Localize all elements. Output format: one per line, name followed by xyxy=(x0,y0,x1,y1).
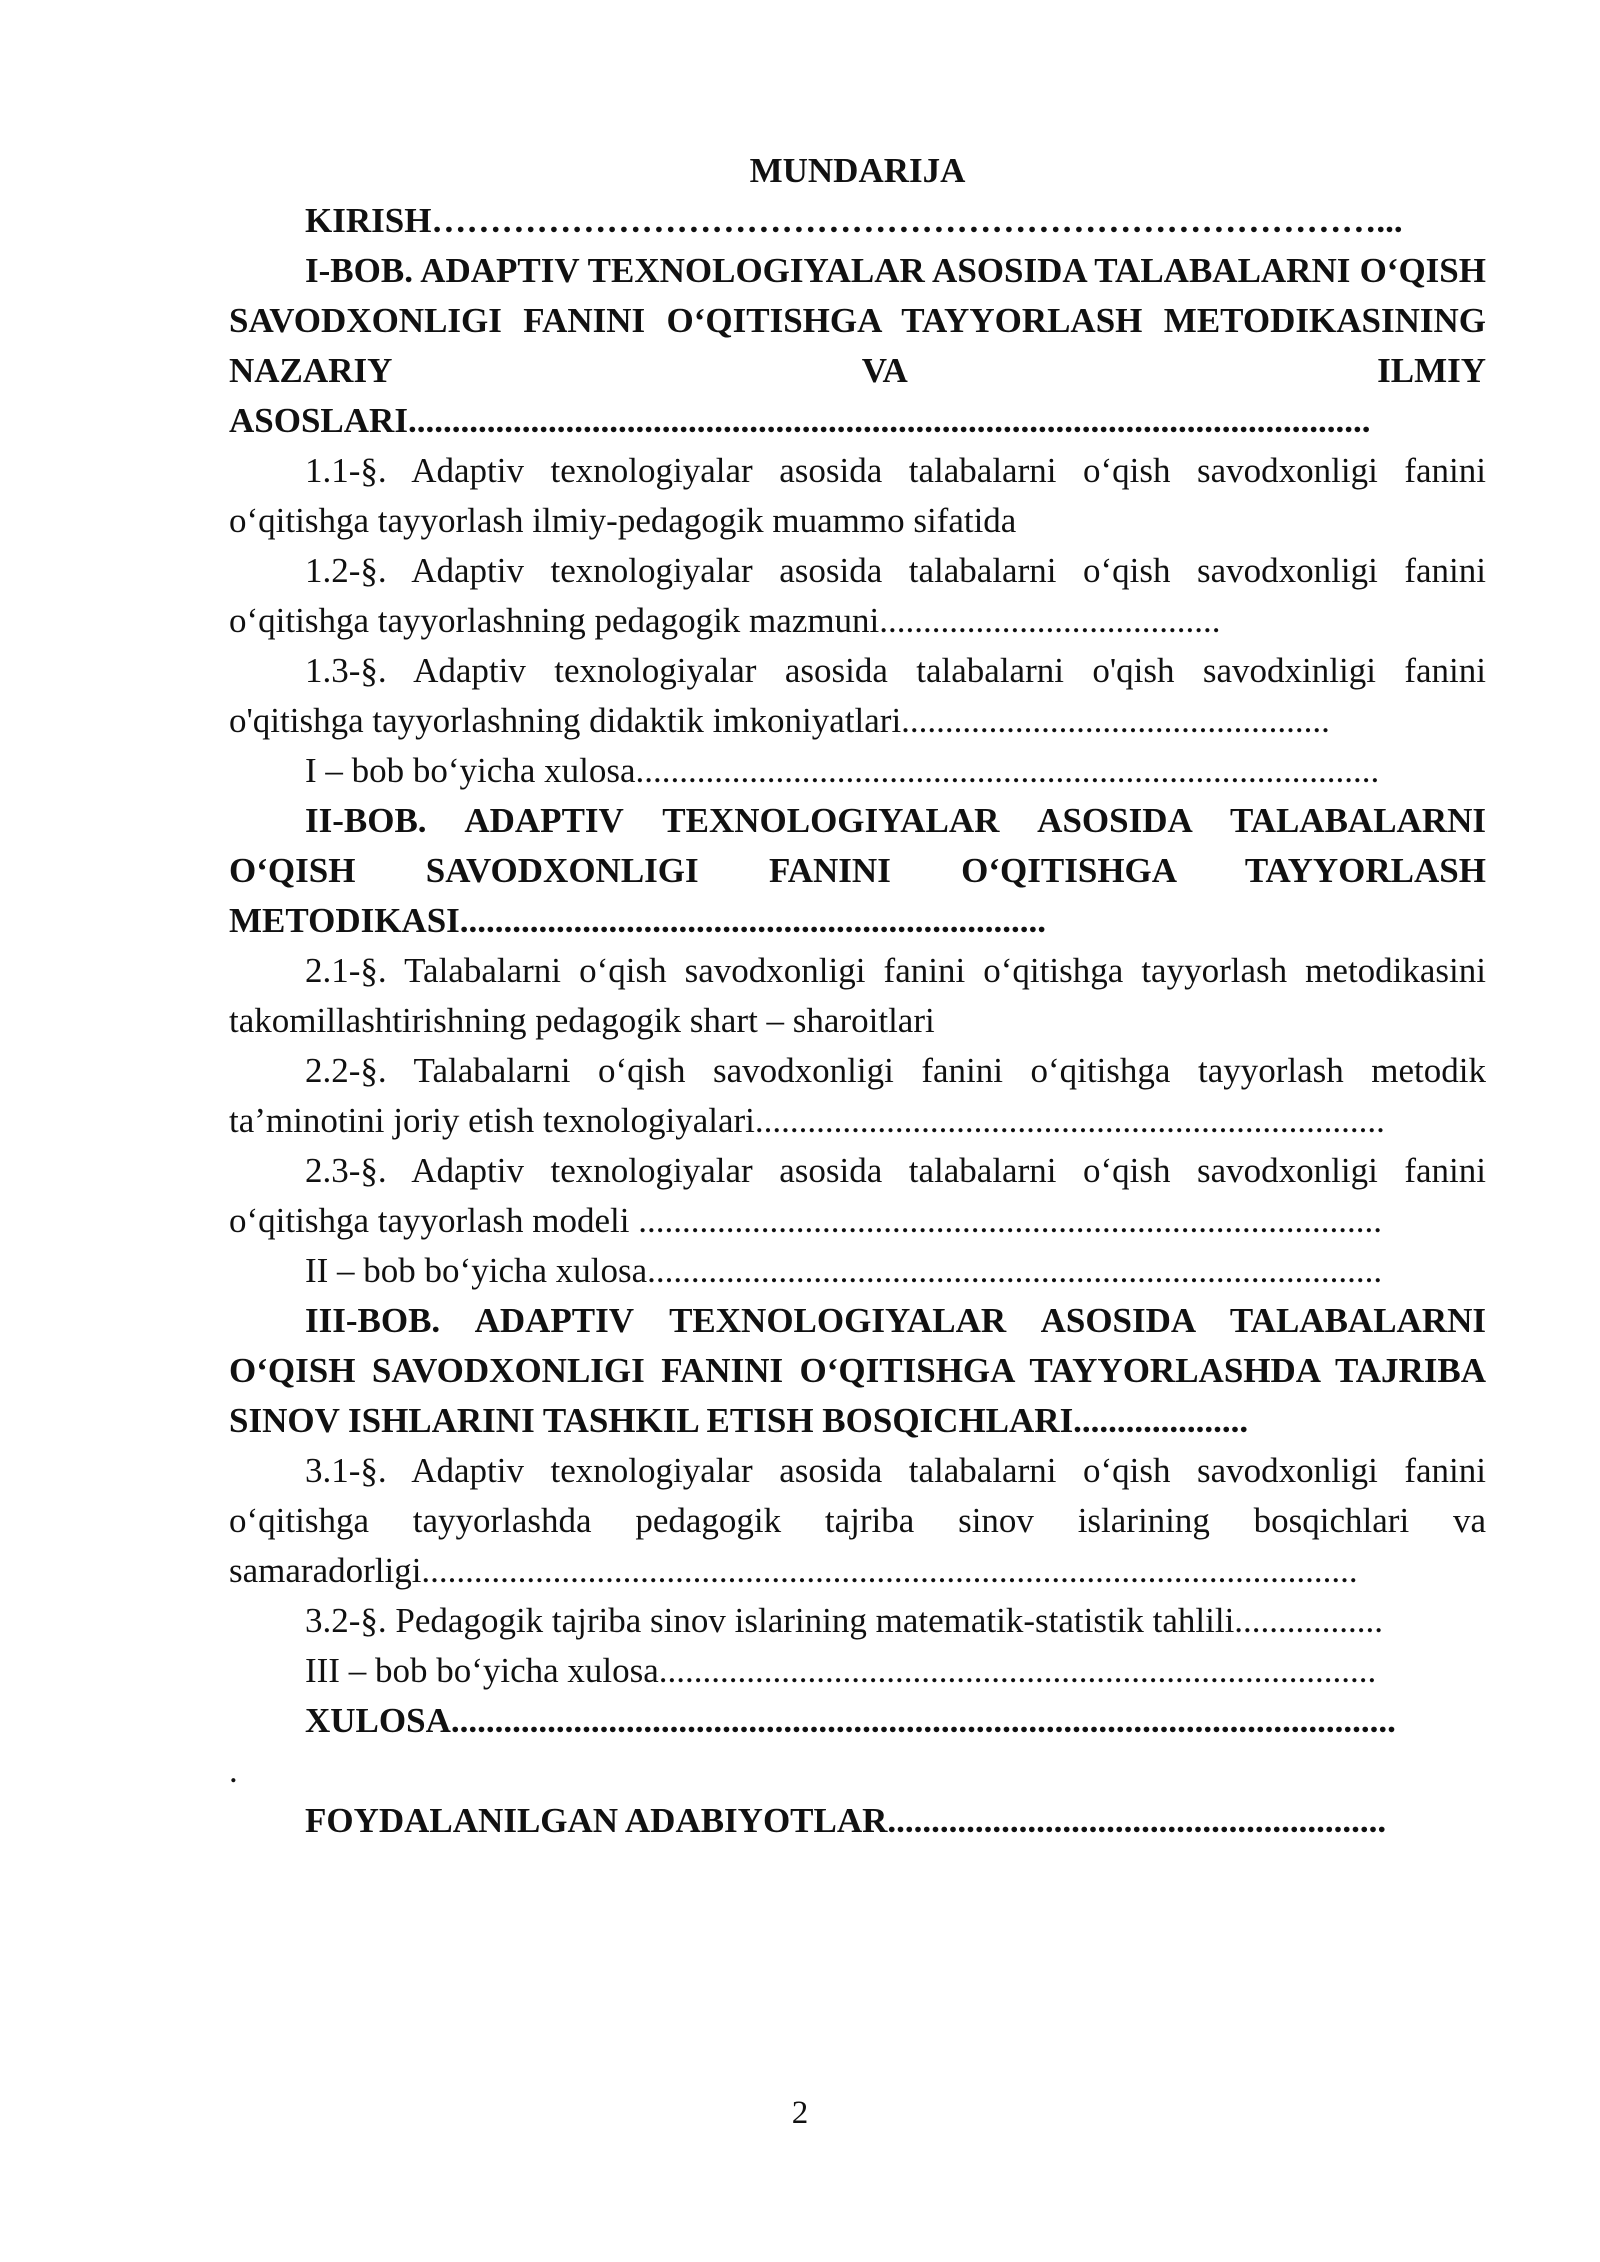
toc-entry-section-2-3: 2.3-§. Adaptiv texnologiyalar asosida talabalarni o‘qish savodxonligi fanini o‘qitishga tayyorlash modeli ..................................................................................... xyxy=(229,1151,1486,1240)
toc-entry-chapter-2: II-BOB. ADAPTIV TEXNOLOGIYALAR ASOSIDA TALABALARNI O‘QISH SAVODXONLIGI FANINI O‘QITISHGA TAYYORLASH METODIKASI................................................................... xyxy=(229,801,1486,940)
toc-entry-section-1-1: 1.1-§. Adaptiv texnologiyalar asosida talabalarni o‘qish savodxonligi fanini o‘qitishga tayyorlash ilmiy-pedagogik muammo sifatida xyxy=(229,451,1486,540)
table-of-contents xyxy=(229,146,1486,1846)
toc-entry-chapter-2-conclusion: II – bob bo‘yicha xulosa.................................................................................... xyxy=(305,1251,1383,1290)
toc-stray-dot: . xyxy=(229,1751,238,1790)
toc-entry-chapter-1: I-BOB. ADAPTIV TEXNOLOGIYALAR ASOSIDA TALABALARNI O‘QISH SAVODXONLIGI FANINI O‘QITISHGA TAYYORLASH METODIKASINING NAZARIY VA ILMIY ASOSLARI.............................................................................................................. xyxy=(229,251,1486,440)
toc-entry-xulosa: XULOSA............................................................................................................ xyxy=(305,1701,1396,1740)
toc-entry-section-3-1: 3.1-§. Adaptiv texnologiyalar asosida talabalarni o‘qish savodxonligi fanini o‘qitishga tayyorlashda pedagogik tajriba sinov islarining bosqichlari va samaradorligi........................................................................................................... xyxy=(229,1451,1486,1590)
toc-entry-section-3-2: 3.2-§. Pedagogik tajriba sinov islarining matematik-statistik tahlili................. xyxy=(305,1601,1384,1640)
toc-entry-section-1-3: 1.3-§. Adaptiv texnologiyalar asosida talabalarni o'qish savodxinligi fanini o'qitishga tayyorlashning didaktik imkoniyatlari................................................. xyxy=(229,651,1486,740)
toc-entry-chapter-3-conclusion: III – bob bo‘yicha xulosa.................................................................................. xyxy=(305,1651,1377,1690)
toc-entry-section-1-2: 1.2-§. Adaptiv texnologiyalar asosida talabalarni o‘qish savodxonligi fanini o‘qitishga tayyorlashning pedagogik mazmuni....................................... xyxy=(229,551,1486,640)
page-number: 2 xyxy=(791,2095,809,2131)
toc-entry-section-2-1: 2.1-§. Talabalarni o‘qish savodxonligi fanini o‘qitishga tayyorlash metodikasini takomillashtirishning pedagogik shart – sharoitlari xyxy=(229,951,1486,1040)
toc-entry-references: FOYDALANILGAN ADABIYOTLAR......................................................... xyxy=(305,1801,1387,1840)
toc-entry-kirish: KIRISH………………………………………………………………………... xyxy=(305,201,1403,240)
toc-entry-section-2-2: 2.2-§. Talabalarni o‘qish savodxonligi fanini o‘qitishga tayyorlash metodik ta’minotini joriy etish texnologiyalari........................................................................ xyxy=(229,1051,1486,1140)
toc-entry-chapter-1-conclusion: I – bob bo‘yicha xulosa..................................................................................... xyxy=(305,751,1380,790)
page-title: MUNDARIJA xyxy=(749,151,966,190)
toc-entry-chapter-3: III-BOB. ADAPTIV TEXNOLOGIYALAR ASOSIDA TALABALARNI O‘QISH SAVODXONLIGI FANINI O‘QITISHGA TAYYORLASHDA TAJRIBA SINOV ISHLARINI TASHKIL ETISH BOSQICHLARI.................... xyxy=(229,1301,1486,1440)
